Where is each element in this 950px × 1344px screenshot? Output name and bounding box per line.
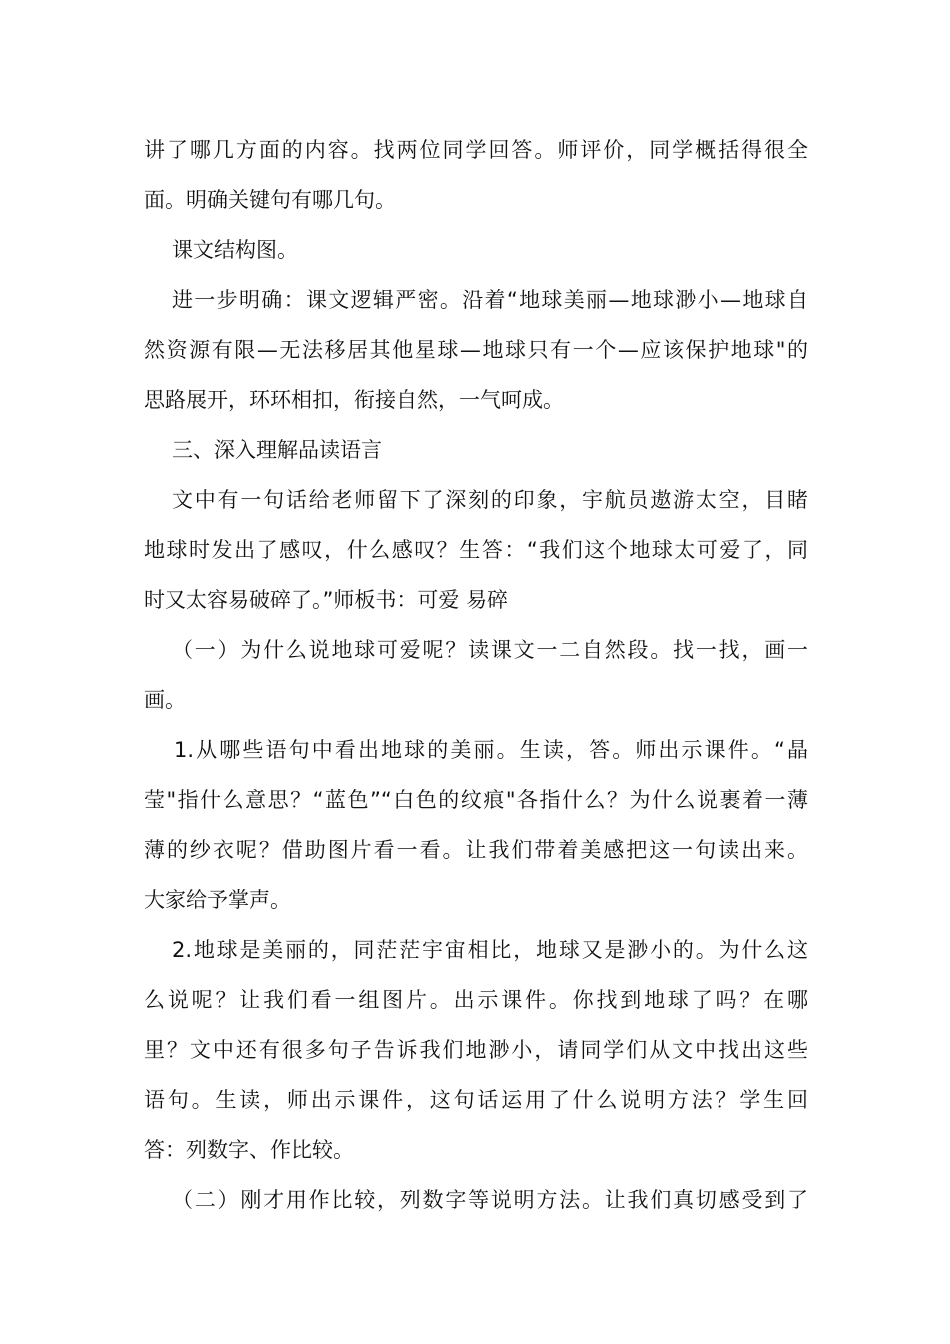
text-line-19: 里？文中还有很多句子告诉我们地渺小，请同学们从文中找出这些: [144, 1038, 808, 1062]
text-line-5: 然资源有限—无法移居其他星球—地球只有一个—应该保护地球"的: [144, 338, 808, 362]
text-line-14: 莹"指什么意思？“蓝色”“白色的纹痕"各指什么？为什么说裹着一薄: [144, 788, 808, 812]
text-line-3: 课文结构图。: [172, 238, 298, 262]
text-line-12: 画。: [144, 688, 186, 712]
text-line-17: 2.地球是美丽的，同茫茫宇宙相比，地球又是渺小的。为什么这: [172, 938, 808, 962]
text-line-16: 大家给予掌声。: [144, 888, 291, 912]
text-line-11: （一）为什么说地球可爱呢？读课文一二自然段。找一找，画一: [172, 638, 808, 662]
text-line-18: 么说呢？让我们看一组图片。出示课件。你找到地球了吗？在哪: [144, 988, 808, 1012]
text-line-21: 答：列数字、作比较。: [144, 1138, 354, 1162]
text-line-1: 讲了哪几方面的内容。找两位同学回答。师评价，同学概括得很全: [144, 138, 808, 162]
text-line-13: 1.从哪些语句中看出地球的美丽。生读，答。师出示课件。“晶: [174, 738, 808, 762]
text-line-9: 地球时发出了感叹，什么感叹？生答：“我们这个地球太可爱了，同: [144, 538, 808, 562]
text-line-2: 面。明确关键句有哪几句。: [144, 188, 396, 212]
section-heading: 三、深入理解品读语言: [172, 438, 382, 462]
text-line-15: 薄的纱衣呢？借助图片看一看。让我们带着美感把这一句读出来。: [144, 838, 808, 862]
text-line-20: 语句。生读，师出示课件，这句话运用了什么说明方法？学生回: [144, 1088, 808, 1112]
text-line-22: （二）刚才用作比较，列数字等说明方法。让我们真切感受到了: [172, 1188, 808, 1212]
text-line-4: 进一步明确：课文逻辑严密。沿着“地球美丽—地球渺小—地球自: [172, 288, 808, 312]
text-line-10: 时又太容易破碎了。”师板书：可爱 易碎: [144, 588, 509, 612]
text-line-8: 文中有一句话给老师留下了深刻的印象，宇航员遨游太空，目睹: [172, 488, 808, 512]
text-line-6: 思路展开，环环相扣，衔接自然，一气呵成。: [144, 388, 564, 412]
